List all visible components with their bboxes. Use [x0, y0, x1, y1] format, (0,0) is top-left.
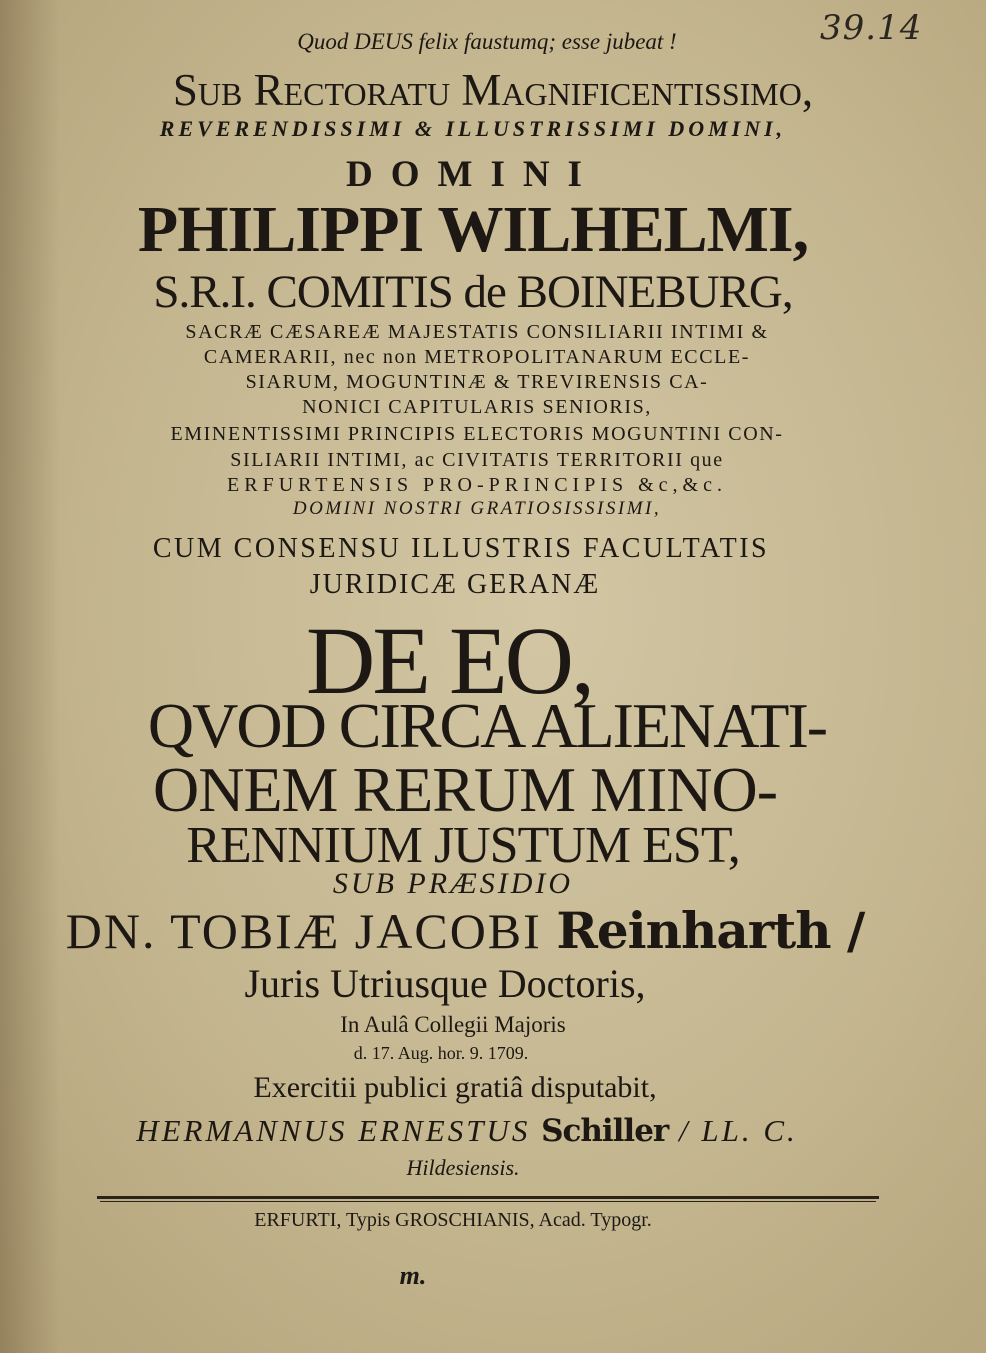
thesis-title-line: RENNIUM JUSTUM EST,	[186, 817, 740, 874]
rector-office-line: ERFURTENSIS PRO-PRINCIPIS &c,&c.	[227, 474, 727, 496]
respondent-prefix: HERMANNUS ERNESTUS	[136, 1113, 531, 1148]
domini-line: DOMINI	[346, 154, 600, 195]
rector-title: S.R.I. COMITIS de BOINEBURG,	[153, 266, 793, 318]
rector-office-line: CAMERARII, nec non METROPOLITANARUM ECCLE-	[203, 346, 751, 368]
respondent-origin: Hildesiensis.	[406, 1155, 520, 1180]
praeses-degree: Juris Utriusque Doctoris,	[244, 961, 646, 1006]
praeses-line	[0, 901, 958, 960]
thesis-title-line: QVOD CIRCA ALIENATI-	[147, 690, 827, 761]
handwritten-mark: m.	[399, 1261, 427, 1290]
rector-office-line: SIARUM, MOGUNTINÆ & TREVIRENSIS CA-	[245, 371, 709, 393]
imprint-line: ERFURTI, Typis GROSCHIANIS, Acad. Typogr.	[254, 1209, 652, 1231]
respondent-surname: Schiller	[541, 1113, 669, 1149]
divider-rule	[97, 1196, 879, 1199]
motto: Quod DEUS felix faustumq; esse jubeat !	[297, 29, 677, 54]
respondent-line	[0, 1115, 960, 1147]
rector-name: PHILIPPI WILHELMI,	[137, 193, 809, 266]
rector-office-line: EMINENTISSIMI PRINCIPIS ELECTORIS MOGUNTINI CON-	[170, 423, 784, 445]
faculty-line: JURIDICÆ GERANÆ	[309, 569, 601, 600]
respondent-suffix: / LL. C.	[679, 1113, 798, 1148]
venue-line: In Aulâ Collegii Majoris	[340, 1012, 566, 1037]
thesis-title-de-eo: DE EO,	[306, 607, 592, 714]
date-line: d. 17. Aug. hor. 9. 1709.	[353, 1043, 529, 1063]
consent-line: CUM CONSENSU ILLUSTRIS FACULTATIS	[152, 533, 770, 564]
rector-honorifics: REVERENDISSIMI & ILLUSTRISSIMI DOMINI,	[159, 116, 787, 141]
rector-office-line: NONICI CAPITULARIS SENIORIS,	[302, 396, 652, 418]
praeses-surname: Reinharth /	[556, 901, 865, 960]
thesis-title-line: ONEM RERUM MINO-	[153, 754, 777, 825]
sub-praesidio: SUB PRÆSIDIO	[332, 867, 574, 900]
rector-office-line: SILIARII INTIMI, ac CIVITATIS TERRITORII que	[230, 449, 724, 471]
disputation-line: Exercitii publici gratiâ disputabit,	[253, 1071, 657, 1104]
domini-nostri-line: DOMINI NOSTRI GRATIOSISSISIMI,	[292, 498, 662, 519]
praeses-prefix: DN. TOBIÆ JACOBI	[65, 903, 542, 959]
rector-office-line: SACRÆ CÆSAREÆ MAJESTATIS CONSILIARII INTIMI &	[185, 321, 769, 343]
shelfmark-handwritten: 39.14	[820, 8, 923, 48]
rectorate-heading: Sub Rectoratu Magnificentissimo,	[172, 65, 814, 115]
divider-rule	[100, 1201, 876, 1202]
